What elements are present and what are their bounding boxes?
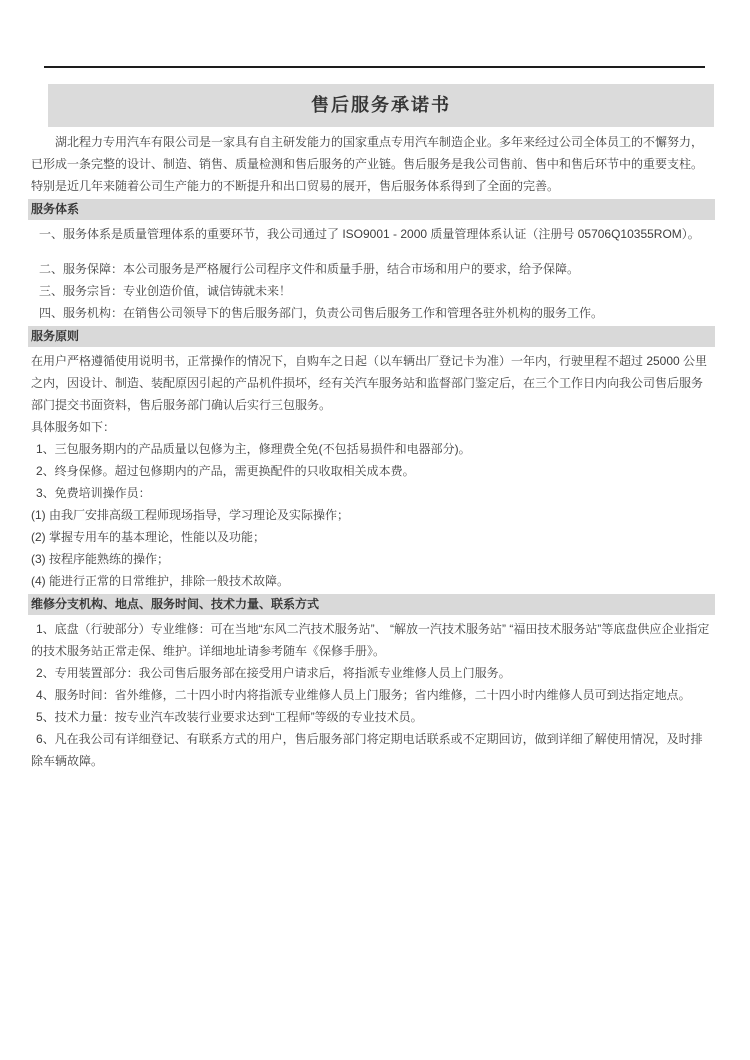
top-horizontal-rule [44, 66, 705, 68]
sub-list-item: (2) 掌握专用车的基本理论，性能以及功能； [31, 530, 266, 544]
list-item: 三、服务宗旨：专业创造价值，诚信铸就未来！ [39, 284, 292, 298]
paragraph: 具体服务如下： [31, 420, 116, 434]
list-item: 1、三包服务期内的产品质量以包修为主，修理费全免(不包括易损件和电器部分)。 [36, 442, 471, 456]
document-title: 售后服务承诺书 [48, 84, 714, 127]
list-item: 4、服务时间：省外维修，二十四小时内将指派专业维修人员上门服务；省内维修，二十四小时内维修人员可到达指定地点。 [36, 688, 691, 702]
section-heading-service-principles: 服务原则 [28, 326, 715, 347]
list-item: 5、技术力量：按专业汽车改装行业要求达到“工程师”等级的专业技术员。 [36, 710, 423, 724]
section-heading-repair-branches: 维修分支机构、地点、服务时间、技术力量、联系方式 [28, 594, 715, 615]
sub-list-item: (3) 按程序能熟练的操作； [31, 552, 170, 566]
section-heading-service-system: 服务体系 [28, 199, 715, 220]
list-item: 2、专用装置部分：我公司售后服务部在接受用户请求后，将指派专业维修人员上门服务。 [36, 666, 511, 680]
list-item: 1、底盘（行驶部分）专业维修：可在当地“东风二汽技术服务站”、 “解放一汽技术服务站” “福田技术服务站”等底盘供应企业指定的技术服务站正常走保、维护。详细地址请参考随车《保修手册》。 [31, 622, 710, 658]
document-body [31, 131, 713, 772]
list-item: 一、服务体系是质量管理体系的重要环节，我公司通过了 ISO9001 - 2000 质量管理体系认证（注册号 05706Q10355ROM）。 [39, 227, 700, 241]
list-item: 3、免费培训操作员： [36, 486, 151, 500]
paragraph: 在用户严格遵循使用说明书，正常操作的情况下，自购车之日起（以车辆出厂登记卡为准）一年内，行驶里程不超过 25000 公里之内，因设计、制造、装配原因引起的产品机件损坏，经有关汽车服务站和监督部门鉴定后，在三个工作日内向我公司售后服务部门提交书面资料，售后服务部门确认后实行三包服务。 [31, 354, 708, 412]
intro-paragraph: 湖北程力专用汽车有限公司是一家具有自主研发能力的国家重点专用汽车制造企业。多年来经过公司全体员工的不懈努力，已形成一条完整的设计、制造、销售、质量检测和售后服务的产业链。售后服务是我公司售前、售中和售后环节中的重要支柱。特别是近几年来随着公司生产能力的不断提升和出口贸易的展开，售后服务体系得到了全面的完善。 [31, 135, 704, 193]
list-item: 2、终身保修。超过包修期内的产品，需更换配件的只收取相关成本费。 [36, 464, 415, 478]
list-item: 6、凡在我公司有详细登记、有联系方式的用户，售后服务部门将定期电话联系或不定期回访，做到详细了解使用情况，及时排除车辆故障。 [31, 732, 703, 768]
list-item: 四、服务机构：在销售公司领导下的售后服务部门，负责公司售后服务工作和管理各驻外机构的服务工作。 [39, 306, 604, 320]
sub-list-item: (4) 能进行正常的日常维护，排除一般技术故障。 [31, 574, 290, 588]
sub-list-item: (1) 由我厂安排高级工程师现场指导，学习理论及实际操作； [31, 508, 350, 522]
list-item: 二、服务保障：本公司服务是严格履行公司程序文件和质量手册，结合市场和用户的要求，给予保障。 [39, 262, 580, 276]
